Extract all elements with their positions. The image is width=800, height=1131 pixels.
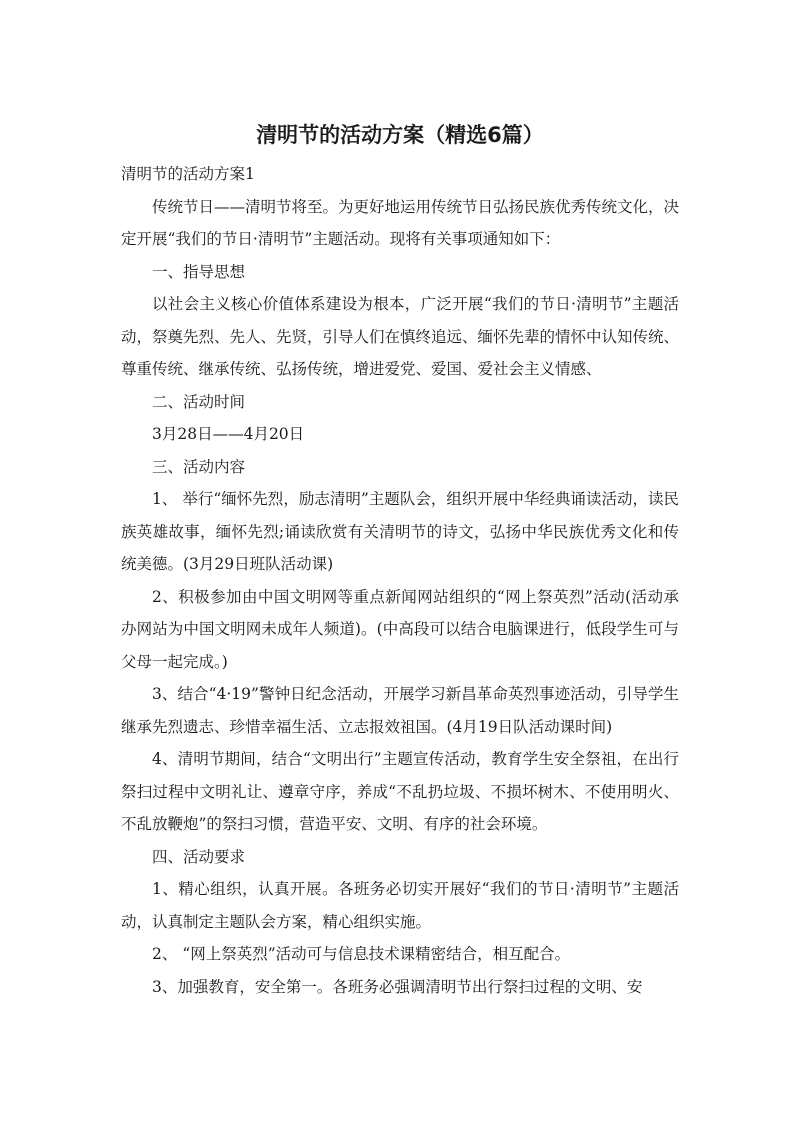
paragraph: 二、活动时间 — [152, 392, 246, 411]
paragraph: 3、结合“4·19”警钟日纪念活动，开展学习新昌革命英烈事迹活动，引导学生继承先烈遗志、珍惜幸福生活、立志报效祖国。(4月19日队活动课时间) — [121, 685, 679, 736]
paragraph: 一、指导思想 — [152, 262, 246, 281]
paragraph: 3、加强教育，安全第一。各班务必强调清明节出行祭扫过程的文明、安 — [152, 977, 643, 996]
document-title: 清明节的活动方案（精选6篇） — [256, 123, 544, 147]
paragraph: 以社会主义核心价值体系建设为根本，广泛开展“我们的节日·清明节”主题活动，祭奠先烈、先人、先贤，引导人们在慎终追远、缅怀先辈的情怀中认知传统、尊重传统、继承传统、弘扬传统，增进爱党、爱国、爱社会主义情感、 — [121, 295, 680, 378]
paragraph: 清明节的活动方案1 — [121, 165, 255, 183]
paragraph: 4、清明节期间，结合“文明出行”主题宣传活动，教育学生安全祭祖，在出行祭扫过程中文明礼让、遵章守序，养成“不乱扔垃圾、不损坏树木、不使用明火、不乱放鞭炮”的祭扫习惯，营造平安、文明、有序的社会环境。 — [121, 750, 679, 833]
paragraph: 传统节日——清明节将至。为更好地运用传统节日弘扬民族优秀传统文化，决定开展“我们的节日·清明节”主题活动。现将有关事项通知如下： — [121, 197, 680, 248]
paragraph: 3月28日——4月20日 — [152, 425, 305, 443]
paragraph: 三、活动内容 — [152, 457, 246, 476]
document-body — [121, 158, 679, 1003]
paragraph: 2、积极参加由中国文明网等重点新闻网站组织的“网上祭英烈”活动(活动承办网站为中国文明网未成年人频道)。(中高段可以结合电脑课进行，低段学生可与父母一起完成。) — [121, 587, 679, 671]
paragraph: 2、 “网上祭英烈”活动可与信息技术课精密结合，相互配合。 — [152, 945, 571, 963]
paragraph: 1、精心组织，认真开展。各班务必切实开展好“我们的节日·清明节”主题活动，认真制定主题队会方案，精心组织实施。 — [121, 880, 679, 931]
paragraph: 四、活动要求 — [152, 847, 246, 866]
paragraph: 1、 举行“缅怀先烈，励志清明”主题队会，组织开展中华经典诵读活动，读民族英雄故事，缅怀先烈;诵读欣赏有关清明节的诗文，弘扬中华民族优秀文化和传统美德。(3月29日班队活动课) — [121, 490, 679, 573]
